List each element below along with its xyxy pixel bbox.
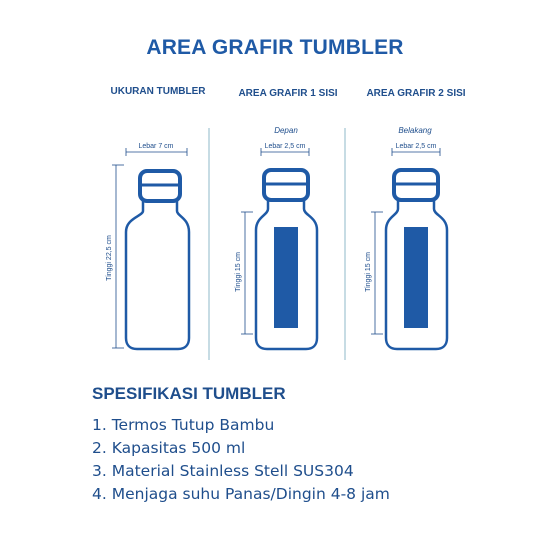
heading-ukuran-tumbler: UKURAN TUMBLER: [110, 86, 206, 97]
spec-item: 4. Menjaga suhu Panas/Dingin 4-8 jam: [92, 485, 390, 503]
height-label: Tinggi 15 cm: [365, 252, 372, 292]
spec-item: 1. Termos Tutup Bambu: [92, 416, 275, 434]
width-label: Lebar 7 cm: [138, 143, 174, 150]
view-label-belakang: Belakang: [398, 126, 432, 135]
width-label: Lebar 2,5 cm: [264, 143, 306, 150]
spec-item: 2. Kapasitas 500 ml: [92, 439, 246, 457]
height-label: Tinggi 15 cm: [235, 252, 242, 292]
tumbler-size-group: [106, 143, 189, 349]
view-label-depan: Depan: [274, 126, 298, 135]
spec-item: 3. Material Stainless Stell SUS304: [92, 462, 354, 480]
height-label: Tinggi 22,5 cm: [106, 235, 113, 281]
tumbler-outline: [126, 171, 189, 349]
heading-area-grafir-2-sisi: AREA GRAFIR 2 SISI: [366, 88, 466, 99]
page-title: AREA GRAFIR TUMBLER: [146, 36, 404, 59]
heading-area-grafir-1-sisi: AREA GRAFIR 1 SISI: [238, 88, 338, 99]
engraving-area: [404, 227, 428, 328]
engraving-area: [274, 227, 298, 328]
tumbler-back-group: [365, 143, 447, 349]
tumbler-front-group: [235, 143, 317, 349]
width-label: Lebar 2,5 cm: [395, 143, 437, 150]
spec-list: [92, 414, 390, 506]
spec-title: SPESIFIKASI TUMBLER: [92, 384, 286, 403]
